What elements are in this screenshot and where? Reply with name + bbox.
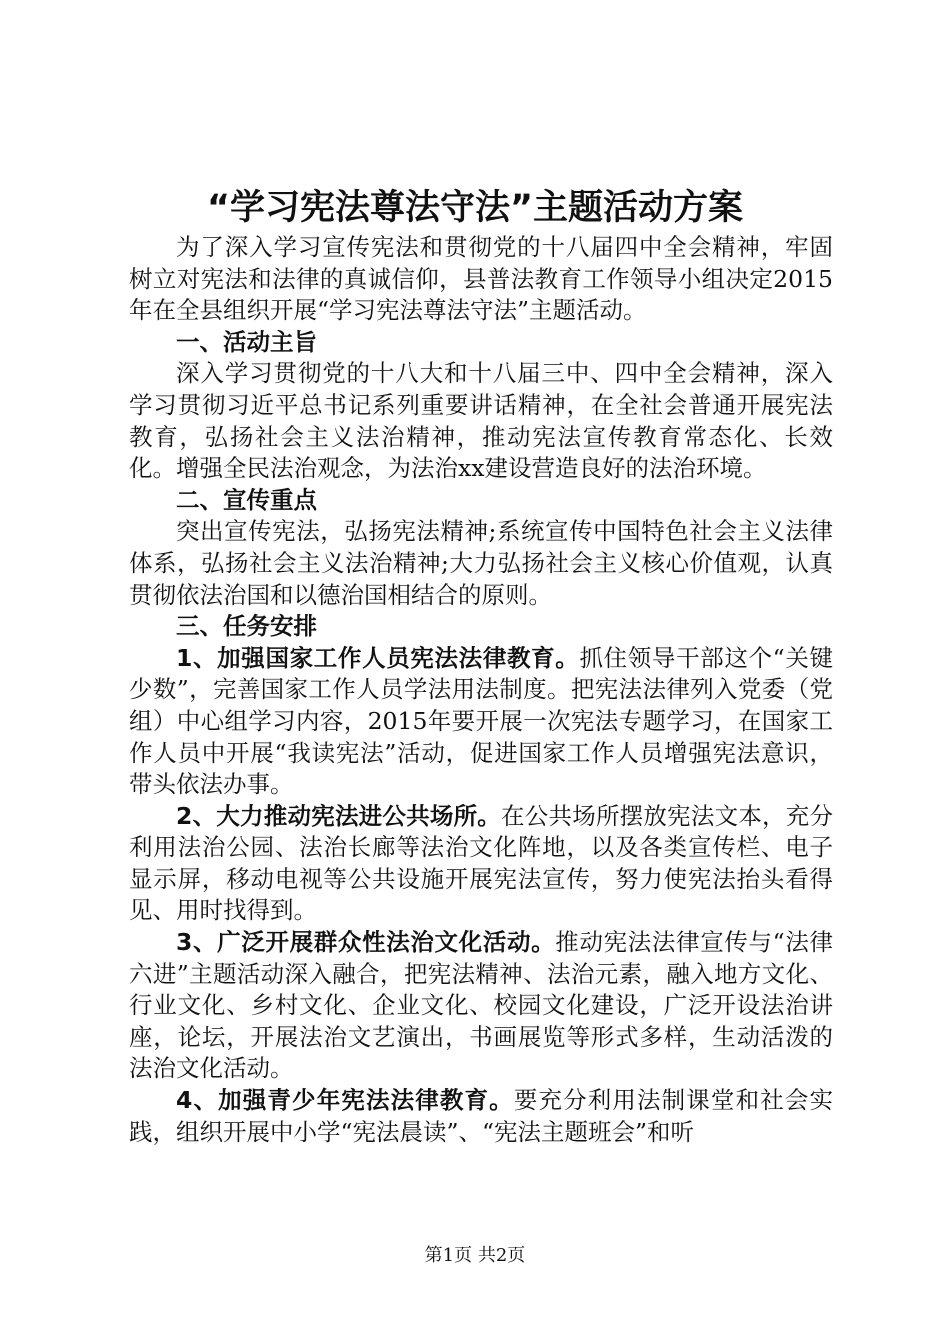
section-heading-purpose: 一、活动主旨 [176, 327, 317, 356]
task-paragraph-3 [129, 927, 833, 1085]
task-paragraph-4 [129, 1085, 833, 1148]
task-text-2: 在公共场所摆放宪法文本，充分利用法治公园、法治长廊等法治文化阵地，以及各类宣传栏、电子显示屏，移动电视等公共设施开展宪法宣传，努力使宪法抬头看得见、用时找得到。 [129, 801, 834, 925]
document-title: “学习宪法尊法守法”主题活动方案 [206, 188, 743, 228]
task-lead-1: 1、加强国家工作人员宪法法律教育。 [176, 643, 580, 672]
task-paragraph-2 [129, 801, 833, 927]
section-heading-focus: 二、宣传重点 [176, 485, 317, 514]
section-heading-tasks: 三、任务安排 [176, 612, 317, 641]
task-text-4: 要充分利用法制课堂和社会实践，组织开展中小学“宪法晨读”、“宪法主题班会”和听 [129, 1086, 833, 1146]
section-focus-paragraph: 突出宣传宪法，弘扬宪法精神;系统宣传中国特色社会主义法律体系，弘扬社会主义法治精神;大力弘扬社会主义核心价值观，认真贯彻依法治国和以德治国相结合的原则。 [129, 517, 833, 609]
document-body [129, 232, 833, 1148]
task-lead-4: 4、加强青少年宪法法律教育。 [176, 1086, 514, 1115]
task-lead-3: 3、广泛开展群众性法治文化活动。 [176, 928, 556, 957]
task-text-1: 抓住领导干部这个“关键少数”，完善国家工作人员学法用法制度。把宪法法律列入党委（党组）中心组学习内容，2015年要开展一次宪法专题学习，在国家工作人员中开展“我读宪法”活动，促进国家工作人员增强宪法意识，带头依法办事。 [129, 643, 833, 799]
task-text-3: 推动宪法法律宣传与“法律六进”主题活动深入融合，把宪法精神、法治元素，融入地方文化、行业文化、乡村文化、企业文化、校园文化建设，广泛开设法治讲座，论坛，开展法治文艺演出，书画展览等形式多样，生动活泼的法治文化活动。 [129, 928, 833, 1083]
section-purpose-paragraph: 深入学习贯彻党的十八大和十八届三中、四中全会精神，深入学习贯彻习近平总书记系列重要讲话精神，在全社会普通开展宪法教育，弘扬社会主义法治精神，推动宪法宣传教育常态化、长效化。增强全民法治观念，为法治xx建设营造良好的法治环境。 [129, 359, 833, 483]
task-lead-2: 2、大力推动宪法进公共场所。 [176, 801, 502, 830]
intro-paragraph: 为了深入学习宣传宪法和贯彻党的十八届四中全会精神，牢固树立对宪法和法律的真诚信仰，县普法教育工作领导小组决定2015年在全县组织开展“学习宪法尊法守法”主题活动。 [129, 233, 833, 325]
page-footer: 第1页 共2页 [424, 1245, 526, 1266]
task-paragraph-1 [129, 643, 833, 801]
